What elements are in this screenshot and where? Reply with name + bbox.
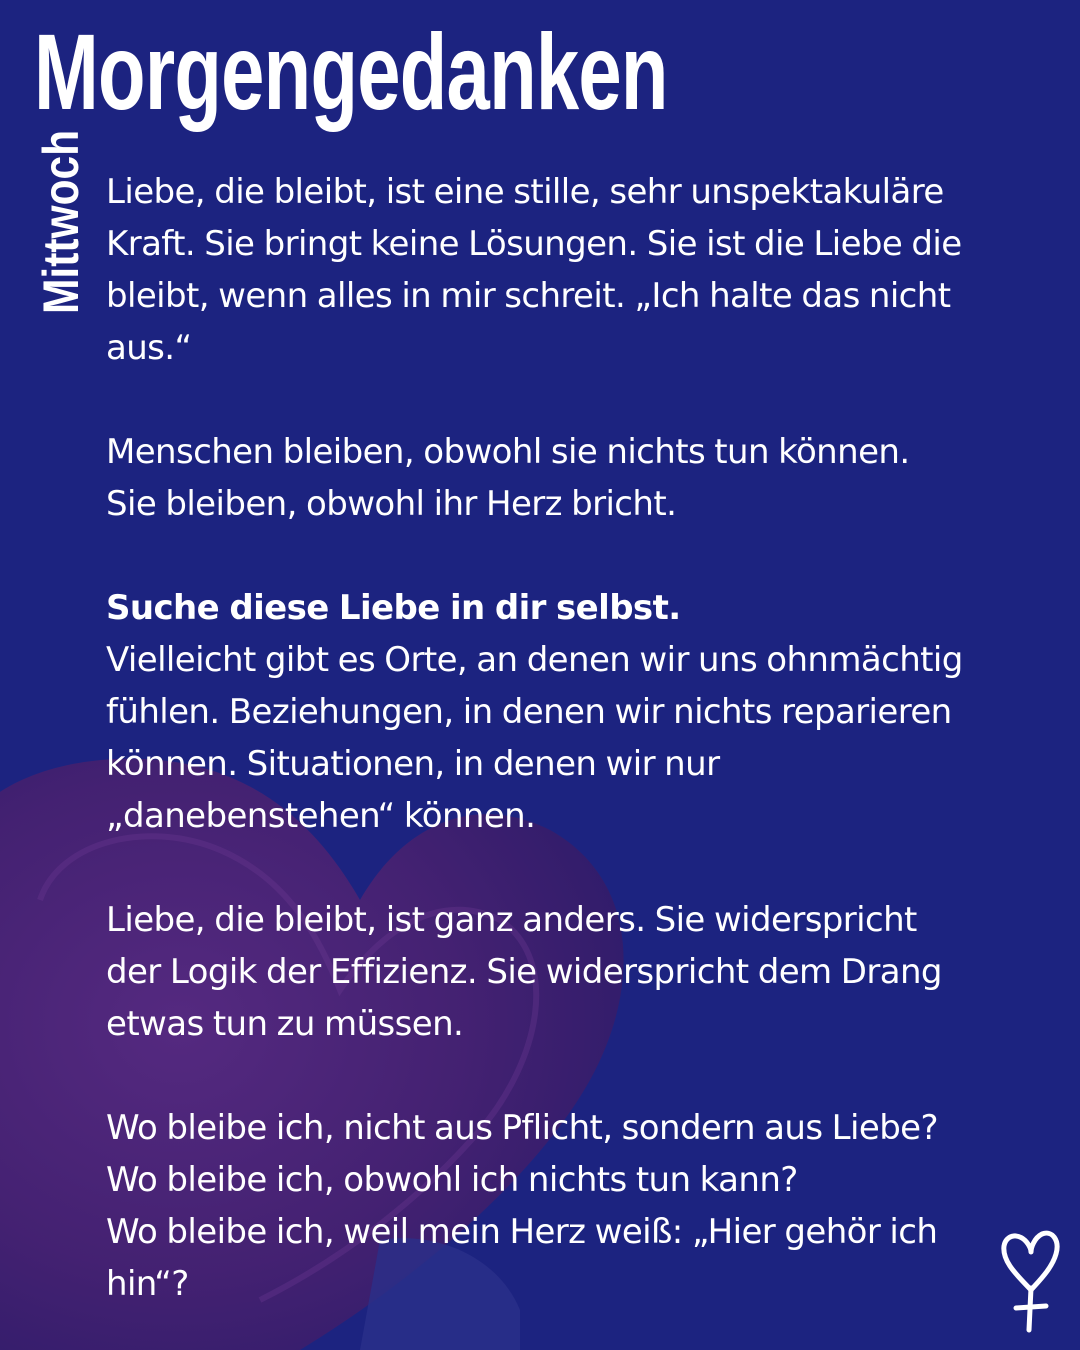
text-line: Liebe, die bleibt, ist ganz anders. Sie widerspricht xyxy=(106,900,917,940)
paragraph xyxy=(106,582,1036,842)
text-line: fühlen. Beziehungen, in denen wir nichts reparieren xyxy=(106,692,952,732)
text-line: Sie bleiben, obwohl ihr Herz bricht. xyxy=(106,484,677,524)
text-line: „danebenstehen“ können. xyxy=(106,796,536,836)
text-line: Wo bleibe ich, obwohl ich nichts tun kann? xyxy=(106,1160,798,1200)
weekday-label: Mittwoch xyxy=(33,129,89,314)
paragraph xyxy=(106,894,1036,1050)
text-line: Liebe, die bleibt, ist eine stille, sehr unspektakuläre xyxy=(106,172,944,212)
text-line: der Logik der Effizienz. Sie widerspricht dem Drang xyxy=(106,952,942,992)
paragraph xyxy=(106,1102,1036,1310)
text-line: Wo bleibe ich, weil mein Herz weiß: „Hier gehör ich xyxy=(106,1212,938,1252)
text-line: aus.“ xyxy=(106,328,192,368)
text-line: können. Situationen, in denen wir nur xyxy=(106,744,720,784)
paragraph xyxy=(106,426,1036,530)
text-line: Wo bleibe ich, nicht aus Pflicht, sondern aus Liebe? xyxy=(106,1108,938,1148)
paragraph-heading: Suche diese Liebe in dir selbst. xyxy=(106,588,681,628)
paragraph xyxy=(106,166,1036,374)
heart-cross-icon xyxy=(996,1226,1066,1336)
text-line: hin“? xyxy=(106,1264,189,1304)
text-line: bleibt, wenn alles in mir schreit. „Ich halte das nicht xyxy=(106,276,951,316)
text-line: Menschen bleiben, obwohl sie nichts tun können. xyxy=(106,432,910,472)
main-text xyxy=(106,166,1036,1310)
text-line: Kraft. Sie bringt keine Lösungen. Sie ist die Liebe die xyxy=(106,224,962,264)
text-line: Vielleicht gibt es Orte, an denen wir uns ohnmächtig xyxy=(106,640,963,680)
page-title: Morgengedanken xyxy=(34,11,668,132)
text-line: etwas tun zu müssen. xyxy=(106,1004,464,1044)
